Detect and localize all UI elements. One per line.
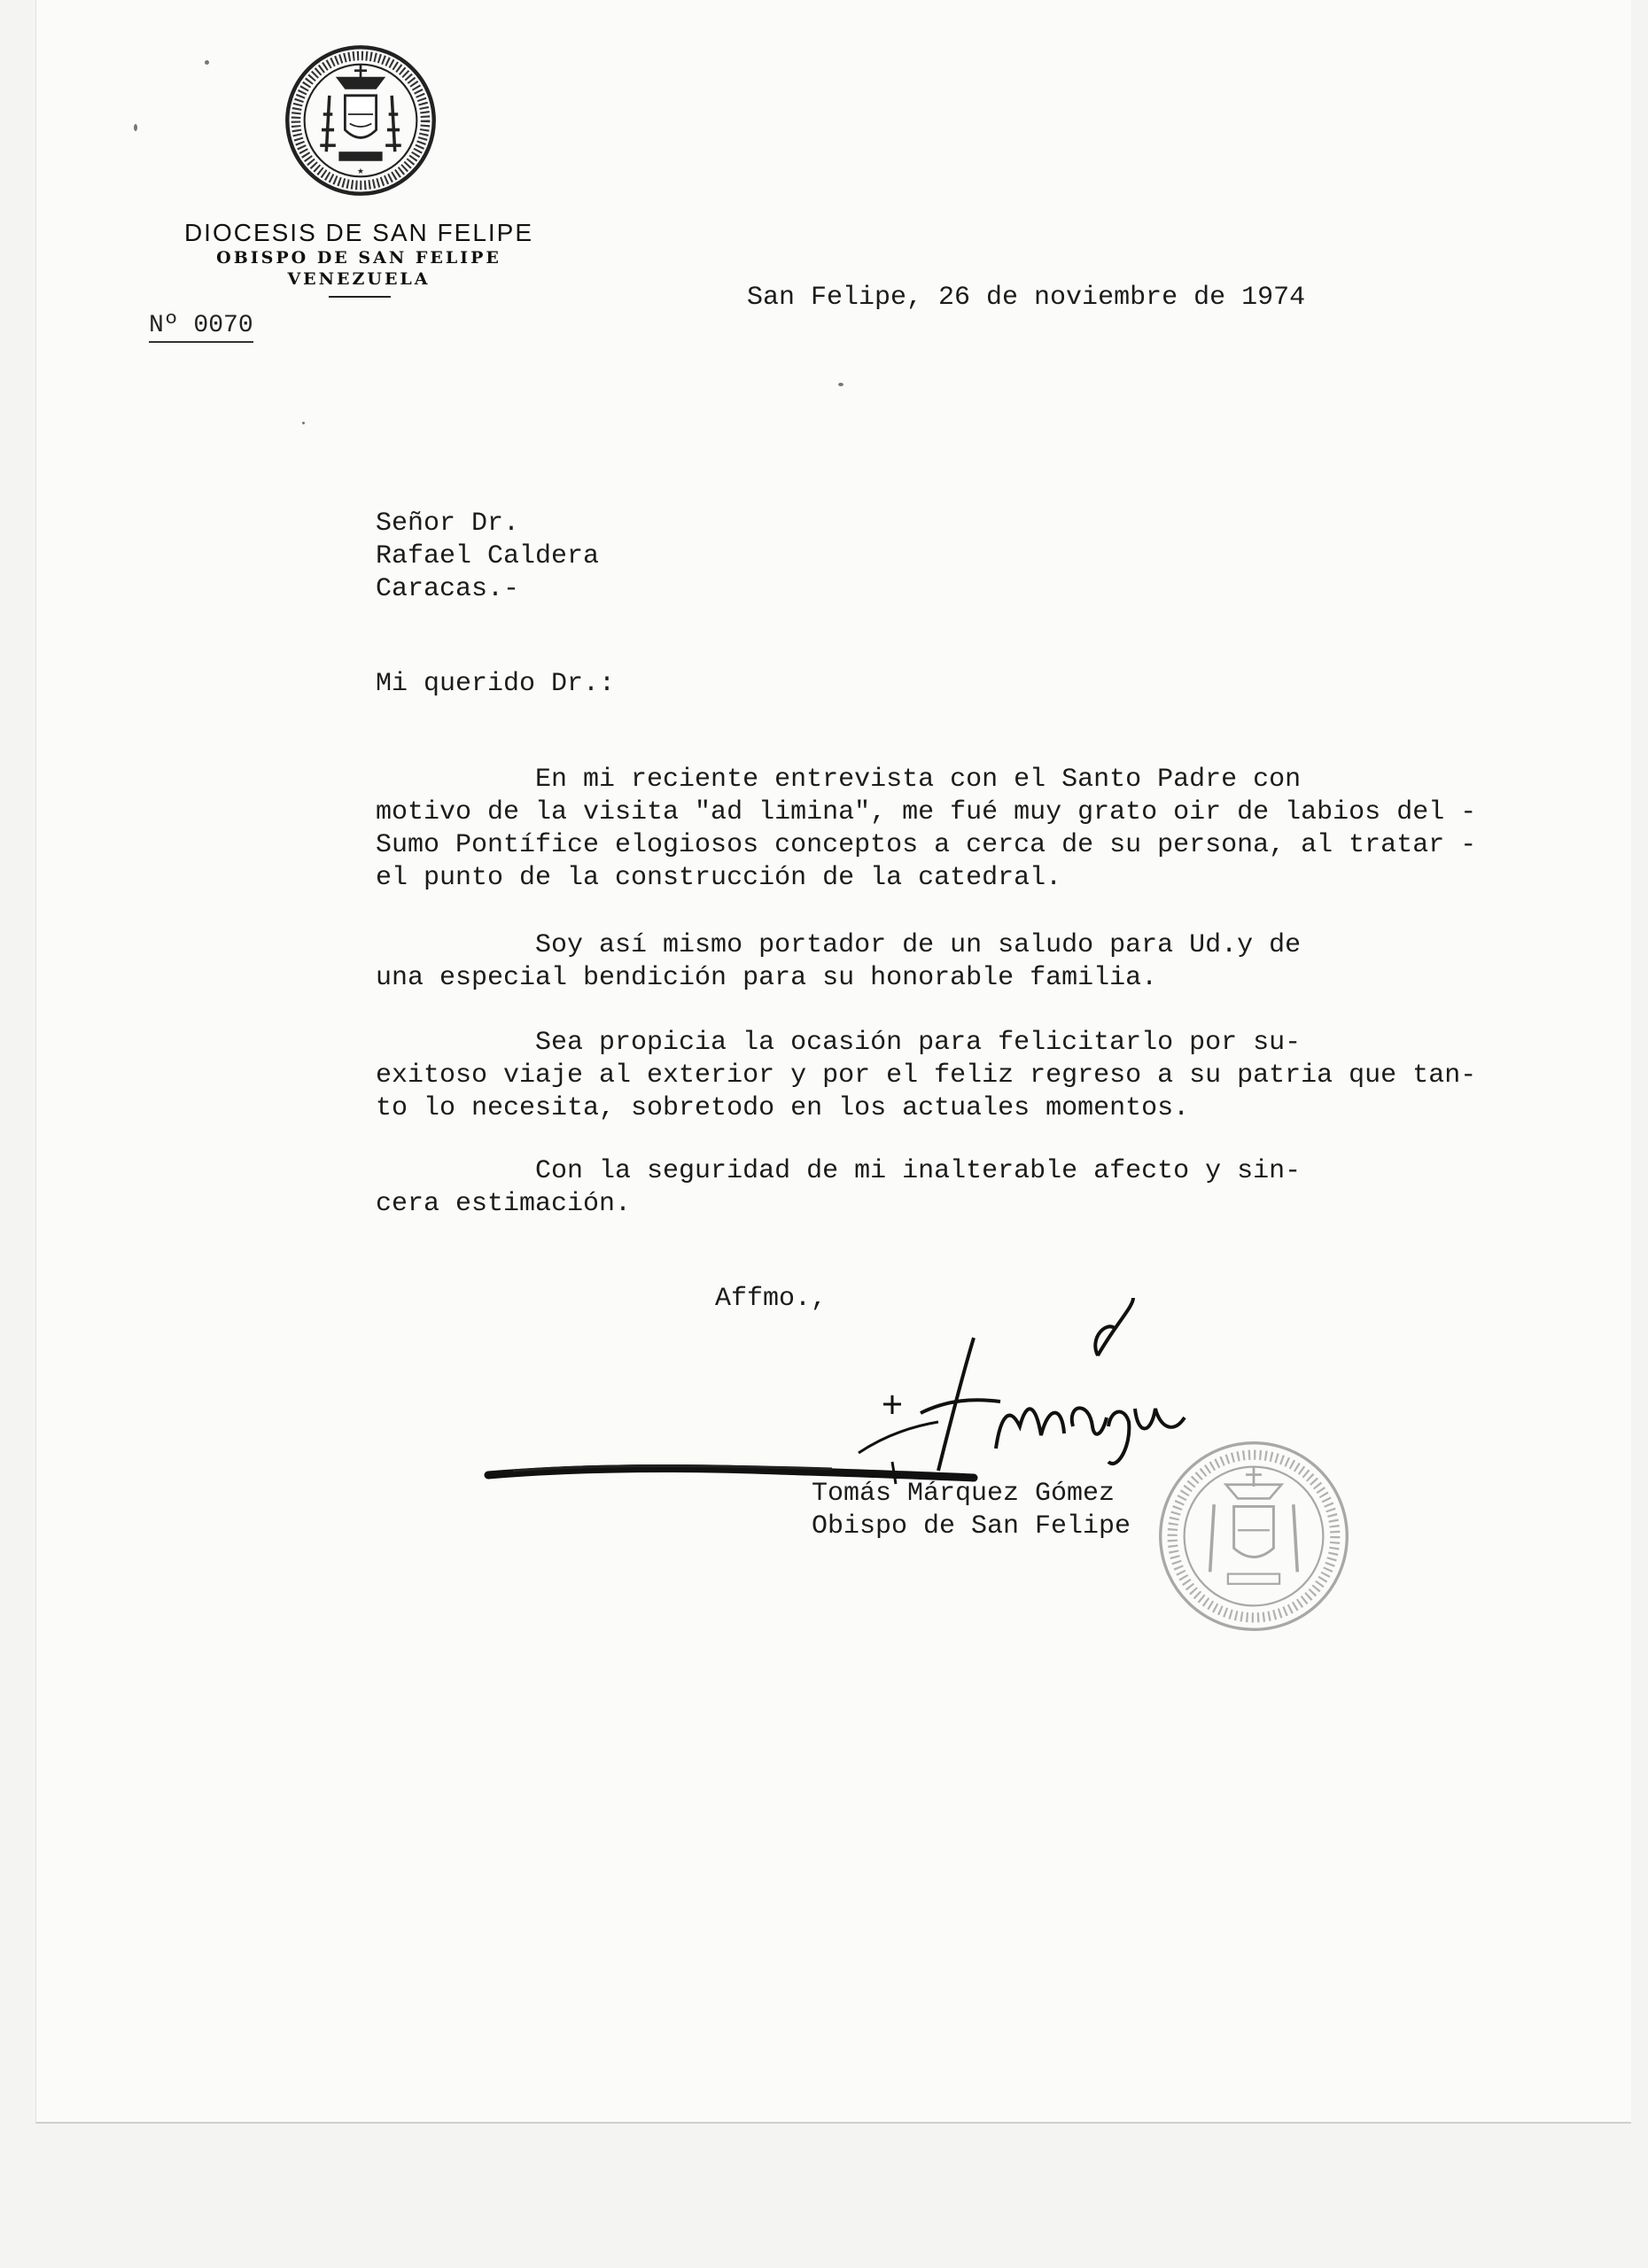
letterhead-country: VENEZUELA [287,269,431,289]
letterhead-subtitle: OBISPO DE SAN FELIPE [216,248,501,268]
recipient-line: Rafael Caldera [376,541,600,571]
body-paragraph [376,929,1483,995]
paper-speck [205,60,209,65]
body-line: Con la seguridad de mi inalterable afecto y sin- [376,1156,1302,1186]
body-paragraph [376,1155,1483,1221]
body-line: Sumo Pontífice elogiosos conceptos a cerca de su persona, al tratar - [376,830,1477,860]
signatory-name: Tomás Márquez Gómez [812,1479,1116,1509]
episcopal-seal-emblem [283,43,439,198]
reference-number: Nº 0070 [149,312,253,343]
recipient-line: Caracas.- [376,574,520,604]
salutation: Mi querido Dr.: [376,669,616,699]
body-paragraph [376,764,1483,895]
body-line: cera estimación. [376,1189,632,1219]
body-line: Sea propicia la ocasión para felicitarlo por su- [376,1028,1302,1058]
letter-page [35,0,1631,2124]
signatory-title: Obispo de San Felipe [812,1511,1131,1542]
date-line: San Felipe, 26 de noviembre de 1974 [747,283,1306,313]
paper-speck [134,124,137,131]
handwritten-signature [478,1293,1275,1497]
body-paragraph [376,1027,1483,1125]
recipient-line: Señor Dr. [376,509,520,539]
body-line: exitoso viaje al exterior y por el feliz regreso a su patria que tan- [376,1060,1477,1091]
svg-text:★: ★ [357,167,364,176]
recipient-address [376,508,599,606]
letterhead-title: DIOCESIS DE SAN FELIPE [183,219,534,246]
body-line: En mi reciente entrevista con el Santo Padre con [376,765,1302,795]
paper-speck [838,383,843,386]
body-line: el punto de la construcción de la catedral. [376,863,1062,893]
closing: Affmo., [715,1284,828,1314]
body-line: to lo necesita, sobretodo en los actuales momentos. [376,1093,1190,1123]
body-line: Soy así mismo portador de un saludo para Ud.y de [376,930,1302,960]
body-line: una especial bendición para su honorable familia. [376,963,1158,993]
body-line: motivo de la visita "ad limina", me fué muy grato oir de labios del - [376,797,1477,827]
letterhead-divider [329,296,391,298]
paper-speck [302,422,305,424]
